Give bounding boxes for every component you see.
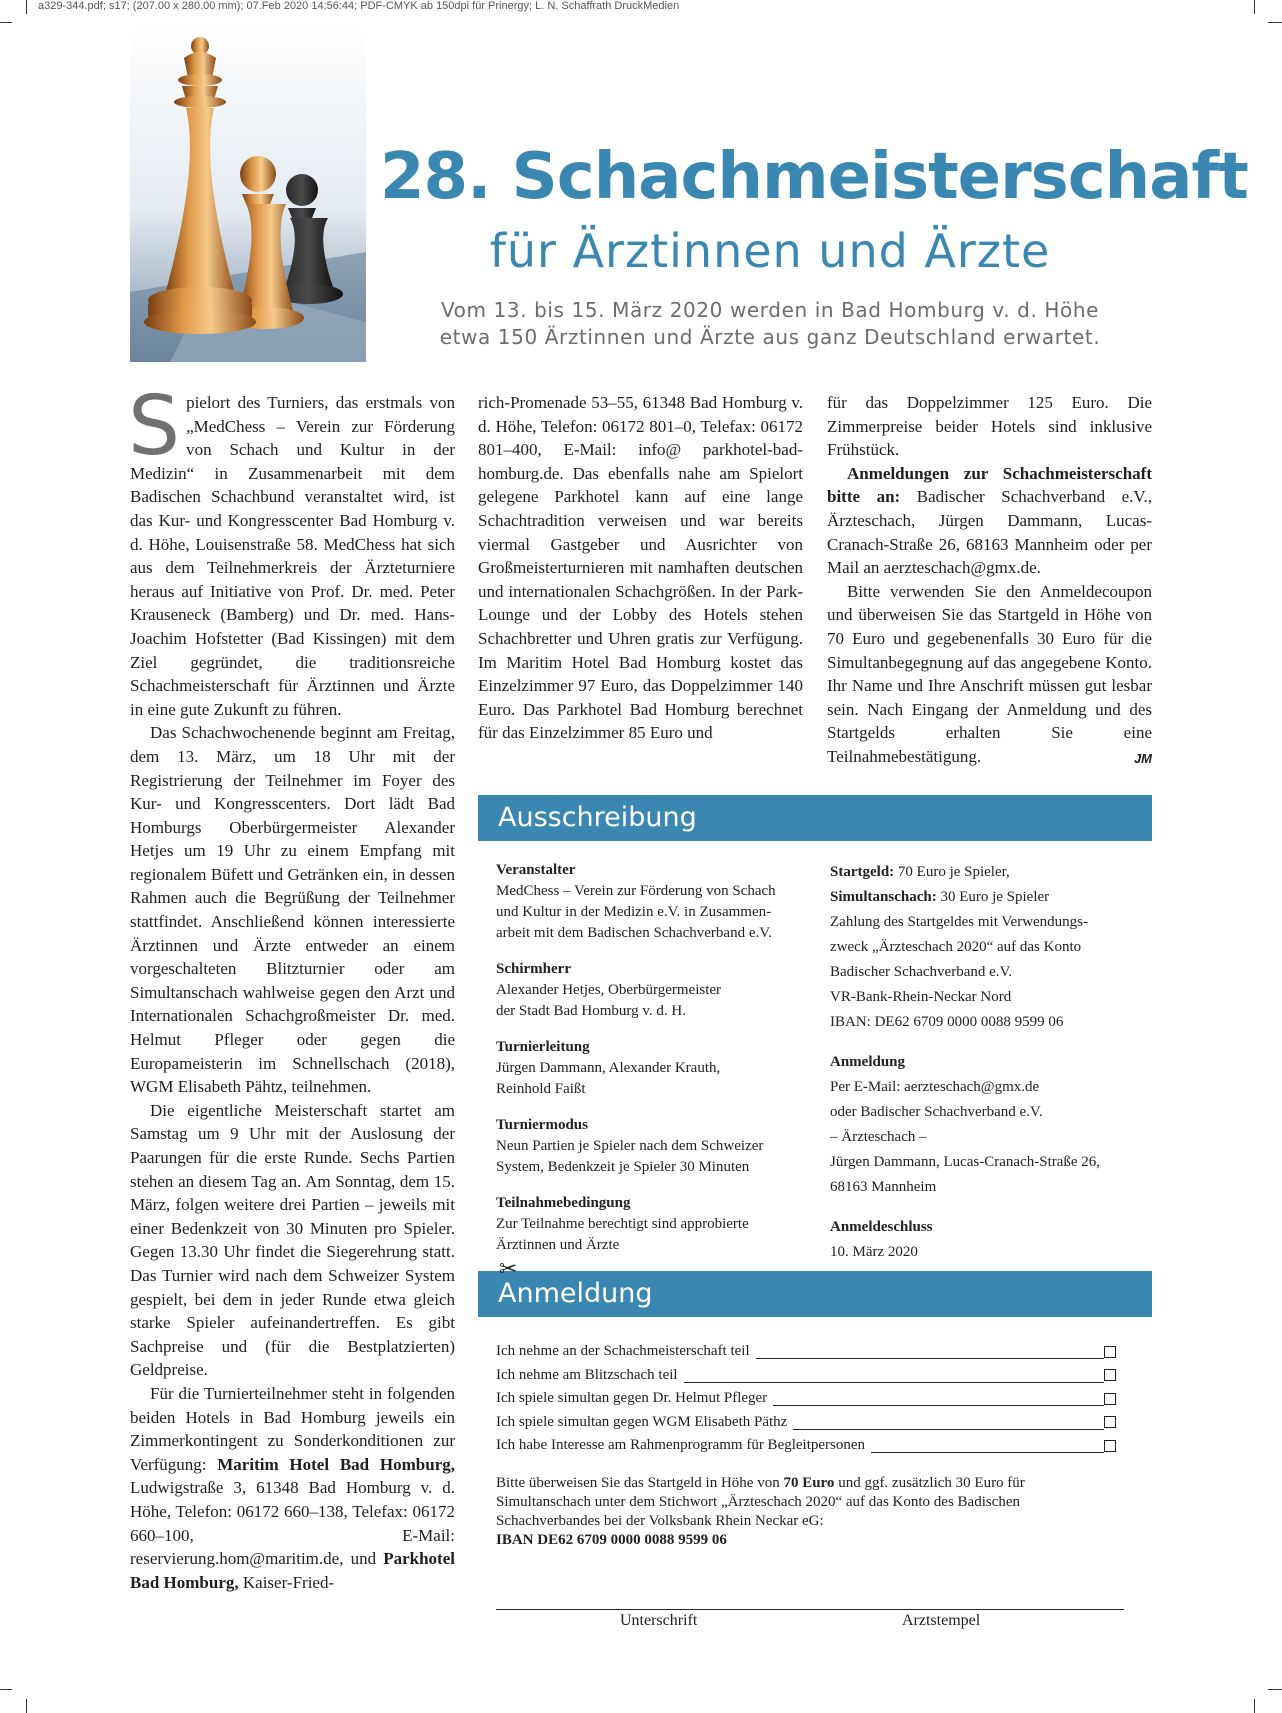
page-title: 28. Schachmeisterschaft xyxy=(380,140,1248,214)
fill-line xyxy=(871,1438,1104,1453)
lead-line: Vom 13. bis 15. März 2020 werden in Bad Homburg v. d. Höhe xyxy=(440,298,1100,322)
ausschreibung-block: Teilnahmebedingung Zur Teilnahme berechtigt sind approbierte Ärztinnen und Ärzte xyxy=(496,1195,749,1253)
checkbox-icon[interactable] xyxy=(1104,1346,1116,1358)
ausschreibung-block: Turniermodus Neun Partien je Spieler nach dem Schweizer System, Bedenkzeit je Spieler 30 Minuten xyxy=(496,1117,764,1175)
article-paragraph: für das Doppelzimmer 125 Euro. Die Zimmerpreise beider Hotels sind inklusive Frühstück. xyxy=(827,393,1152,460)
crop-mark xyxy=(1268,22,1282,23)
hotel-name: Parkhotel Bad Homburg, xyxy=(130,1549,455,1592)
ausschreibung-header: Ausschreibung xyxy=(478,795,1152,841)
fill-line xyxy=(773,1391,1104,1406)
article-column-3 xyxy=(827,391,1152,771)
ausschreibung-right xyxy=(830,860,1160,1280)
ausschreibung-block: Schirmherr Alexander Hetjes, Oberbürgermeister der Stadt Bad Homburg v. d. H. xyxy=(496,961,722,1019)
crop-mark xyxy=(1254,0,1255,14)
fill-line xyxy=(793,1415,1104,1430)
article-paragraph: Das Schachwochenende beginnt am Freitag, dem 13. März, um 18 Uhr mit der Registrierung der Teilnehmer im Foyer des Kur- und Kongresscenters. Dort lädt Bad Homburgs Oberbürgermeister Alexander Hetjes um 19 Uhr zu einem Empfang mit regionalem Büfett und Getränken ein, in dessen Rahmen auch die Begrüßung der Teilnehmer stattfindet. Anschließend können interessierte Ärztinnen und Ärzte entweder an einem vorgeschalteten Blitzturnier oder am Simultanschach wahlweise gegen den Arzt und Internationalen Schachgroßmeister Dr. med. Helmut Pfleger oder gegen die Europameisterin im Schnellschach (2018), WGM Elisabeth Pähtz, teilnehmen. xyxy=(130,723,455,1097)
crop-mark xyxy=(26,0,27,14)
article-paragraph: rich-Promenade 53–55, 61348 Bad Homburg v. d. Höhe, Telefon: 06172 801–0, Telefax: 06172 801–400, E-Mail: info@ parkhotel-bad-homburg.de. Das ebenfalls nahe am Spielort gelegene Parkhotel kann auf eine lange Schachtradition verweisen und war bereits viermal Gastgeber und Ausrichter von Großmeisterturnieren mit namhaften deutschen und internationalen Schachgrößen. In der Park-Lounge und der Lobby des Hotels stehen Schachbretter und Uhren gratis zur Verfügung. Im Maritim Hotel Bad Homburg kostet das Einzelzimmer 97 Euro, das Doppelzimmer 140 Euro. Das Parkhotel Bad Homburg berechnet für das Einzelzimmer 85 Euro und xyxy=(478,393,803,743)
form-option-meisterschaft[interactable]: Ich nehme an der Schachmeisterschaft teil xyxy=(496,1340,1116,1364)
registration-block: Anmeldung Per E-Mail: aerzteschach@gmx.de oder Badischer Schachverband e.V. – Ärzteschach – Jürgen Dammann, Lucas-Cranach-Straße 26, 68163 Mannheim xyxy=(830,1054,1101,1195)
lead-line: etwa 150 Ärztinnen und Ärzte aus ganz Deutschland erwartet. xyxy=(439,325,1101,349)
crop-mark xyxy=(1254,1699,1255,1713)
anmeldung-header: Anmeldung xyxy=(478,1271,1152,1317)
article-paragraph: Die eigentliche Meisterschaft startet am Samstag um 9 Uhr mit der Auslosung der Paarungen für die erste Runde. Sechs Partien stehen an diesem Tag an. Am Sonntag, dem 15. März, folgen weitere drei Partien – jeweils mit einer Bedenkzeit von 30 Minuten pro Spieler. Gegen 13.30 Uhr findet die Siegerehrung statt. Das Turnier wird nach dem Schweizer System gespielt, bei dem in jeder Runde etwa gleich starke Spieler aufeinandertreffen. Es gibt Sachpreise und (für die Bestplatzierten) Geldpreise. xyxy=(130,1100,455,1380)
author-initials: JM xyxy=(1133,750,1152,766)
article-paragraph: Bitte verwenden Sie den Anmeldecoupon und überweisen Sie das Startgeld in Höhe von 70 Euro und gegebenenfalls 30 Euro für die Simultanbegegnung auf das angegebene Konto. Ihr Name und Ihre Anschrift müssen gut lesbar sein. Nach Eingang der Anmeldung und des Startgelds erhalten Sie eine Teilnahmebestätigung. JM xyxy=(827,580,1152,769)
article-column-1 xyxy=(128,379,455,1594)
drop-cap: S xyxy=(128,379,181,474)
signature-label: Unterschrift xyxy=(620,1612,698,1629)
ausschreibung-block: Turnierleitung Jürgen Dammann, Alexander Krauth, Reinhold Faißt xyxy=(496,1039,721,1097)
form-option-rahmenprogramm[interactable]: Ich habe Interesse am Rahmenprogramm für Begleitpersonen xyxy=(496,1434,1116,1458)
crop-mark xyxy=(0,22,12,23)
checkbox-icon[interactable] xyxy=(1104,1416,1116,1428)
fill-line xyxy=(756,1344,1104,1359)
checkbox-icon[interactable] xyxy=(1104,1393,1116,1405)
hotel-name: Maritim Hotel Bad Homburg, xyxy=(217,1454,455,1474)
scissors-icon: ✂ xyxy=(499,1257,518,1282)
form-option-simultan-paethz[interactable]: Ich spiele simultan gegen WGM Elisabeth Päthz xyxy=(496,1411,1116,1435)
article-paragraph: Anmeldungen zur Schachmeisterschaft bitte an: Badischer Schachverband e.V., Ärzteschach, Jürgen Dammann, Lucas-Cranach-Straße 26, 68163 Mannheim oder per Mail an aerzteschach@gmx.de. xyxy=(827,463,1152,578)
checkbox-icon[interactable] xyxy=(1104,1440,1116,1452)
crop-mark xyxy=(26,1699,27,1713)
ausschreibung-block: Veranstalter MedChess – Verein zur Förderung von Schach und Kultur in der Medizin e.V. in Zusammen- arbeit mit dem Badischen Schachverband e.V. xyxy=(496,862,776,941)
article-paragraph: Für die Turnierteilnehmer steht in folgenden beiden Hotels in Bad Homburg jeweils ein Zimmerkontingent zu Sonderkonditionen zur Verfügung: Maritim Hotel Bad Homburg, Ludwigstraße 3, 61348 Bad Homburg v. d. Höhe, Telefon: 06172 660–138, Telefax: 06172 660–100, E-Mail: reservierung.hom@maritim.de, und Parkhotel Bad Homburg, Kaiser-Fried- xyxy=(130,1383,455,1592)
ausschreibung-left xyxy=(496,860,826,1271)
fee-block: Startgeld: 70 Euro je Spieler, Simultanschach: 30 Euro je Spieler Zahlung des Startgeldes mit Verwendungs- zweck „Ärzteschach 2020“ auf das Konto Badischer Schachverband e.V. VR-Bank-Rhein-Neckar Nord IBAN: DE62 6709 0000 0088 9599 06 xyxy=(830,864,1089,1030)
payment-instructions: Bitte überweisen Sie das Startgeld in Höhe von 70 Euro und ggf. zusätzlich 30 Euro für Simultanschach unter dem Stichwort „Ärzteschach 2020“ auf das Konto des Badischen Schachverbandes bei der Volksbank Rhein Neckar eG: IBAN DE62 6709 0000 0088 9599 06 xyxy=(496,1474,1136,1550)
crop-mark xyxy=(0,1689,12,1690)
signature-line[interactable] xyxy=(496,1609,1124,1610)
registration-form xyxy=(496,1340,1116,1458)
deadline-block: Anmeldeschluss 10. März 2020 xyxy=(830,1219,933,1260)
form-option-blitzschach[interactable]: Ich nehme am Blitzschach teil xyxy=(496,1364,1116,1388)
stamp-label: Arztstempel xyxy=(902,1612,981,1629)
page-subtitle: für Ärztinnen und Ärzte xyxy=(489,224,1051,278)
article-column-2 xyxy=(478,391,803,745)
fill-line xyxy=(684,1368,1104,1383)
print-info: a329-344.pdf; s17; (207.00 x 280.00 mm); 07.Feb 2020 14:56:44; PDF-CMYK ab 150dpi für Prinergy; L. N. Schaffrath DruckMedien xyxy=(38,0,680,12)
form-option-simultan-pfleger[interactable]: Ich spiele simultan gegen Dr. Helmut Pfleger xyxy=(496,1387,1116,1411)
checkbox-icon[interactable] xyxy=(1104,1369,1116,1381)
iban: IBAN DE62 6709 0000 0088 9599 06 xyxy=(496,1532,727,1548)
chess-pieces-photo xyxy=(130,22,366,362)
article-paragraph: Spielort des Turniers, das erstmals von „MedChess – Verein zur Förderung von Schach und Kultur in der Medizin“ in Zusammenarbeit mit dem Badischen Schachbund veranstaltet wird, ist das Kur- und Kongresscenter Bad Homburg v. d. Höhe, Louisenstraße 58. MedChess hat sich aus dem Teilnehmerkreis der Ärzteturniere heraus auf Initiative von Prof. Dr. med. Peter Krauseneck (Bamberg) und Dr. med. Hans-Joachim Hofstetter (Bad Kissingen) mit dem Ziel gegründet, die traditionsreiche Schachmeisterschaft für Ärztinnen und Ärzte in eine gute Zukunft zu führen. xyxy=(128,379,455,719)
crop-mark xyxy=(1268,1689,1282,1690)
